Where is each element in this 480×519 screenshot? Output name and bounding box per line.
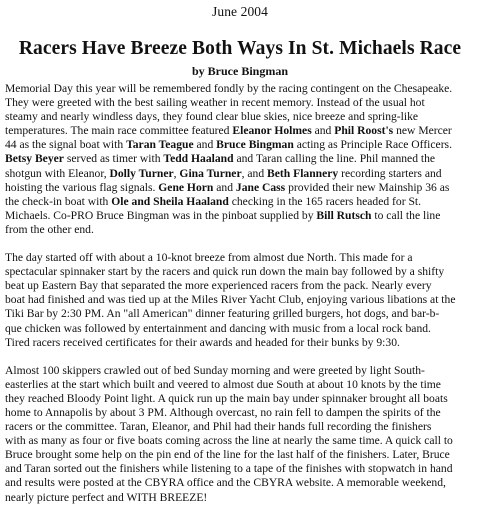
text-run: Tired racers received certificates for their awards and headed for their bunks by 9:30. bbox=[5, 335, 400, 349]
article-paragraph bbox=[5, 82, 477, 237]
text-run: with as many as four or five boats coming across the line at nearly the same time. A quick call to bbox=[5, 434, 453, 448]
text-run: , bbox=[173, 166, 180, 180]
text-run: que chicken was followed by entertainment and dancing with music from a local rock band. bbox=[5, 321, 431, 335]
text-run: spectacular spinnaker start by the racers and quick run down the main bay followed by a shifty bbox=[5, 265, 445, 279]
person-name: Eleanor Holmes bbox=[232, 124, 312, 138]
text-run: and Taran calling the line. Phil manned the bbox=[233, 152, 436, 166]
text-run: nearly picture perfect and WITH BREEZE! bbox=[5, 490, 208, 504]
text-run: the check-in boat with bbox=[5, 194, 112, 208]
text-run: easterlies at the start which built and veered to almost due South at about 10 knots by the time bbox=[5, 377, 441, 391]
text-run: steamy and nearly windless days, they found clear blue skies, nice breeze and spring-like bbox=[5, 110, 419, 124]
text-run: and results were posted at the CBYRA office and the CBYRA website. A memorable weekend, bbox=[5, 476, 446, 490]
text-line bbox=[5, 251, 477, 265]
text-line bbox=[5, 462, 477, 476]
text-run: and bbox=[193, 138, 217, 152]
text-run: boat had finished and was tied up at the Miles River Yacht Club, enjoying various libations at the bbox=[5, 293, 456, 307]
text-line bbox=[5, 392, 477, 406]
person-name: Taran Teague bbox=[126, 138, 194, 152]
text-line bbox=[5, 265, 477, 279]
person-name: Jane Cass bbox=[235, 180, 286, 194]
text-run: The day started off with about a 10-knot breeze from almost due North. This made for a bbox=[5, 251, 413, 265]
text-line bbox=[5, 378, 477, 392]
text-line bbox=[5, 448, 477, 462]
text-run: and bbox=[213, 180, 236, 194]
text-line bbox=[5, 322, 477, 336]
text-line bbox=[5, 195, 477, 209]
text-run: new Mercer bbox=[393, 124, 452, 138]
text-run: 44 as the signal boat with bbox=[5, 138, 127, 152]
text-run: home to Annapolis by about 3 PM. Although overcast, no rain fell to dampen the spirits of the bbox=[5, 405, 441, 419]
person-name: Gene Horn bbox=[158, 180, 214, 194]
text-run: checking in the 165 racers headed for St. bbox=[228, 194, 422, 208]
text-line bbox=[5, 279, 477, 293]
person-name: Bruce Bingman bbox=[216, 138, 294, 152]
text-run: provided their new Mainship 36 as bbox=[285, 180, 450, 194]
person-name: Phil Roost's bbox=[334, 124, 394, 138]
text-line bbox=[5, 406, 477, 420]
text-run: They were greeted with the best sailing weather in recent memory. Instead of the usual hot bbox=[5, 96, 425, 110]
person-name: Tedd Haaland bbox=[163, 152, 234, 166]
text-run: and Taran sorted out the finishers while listening to a tape of the finishes with stopwatch in hand bbox=[5, 462, 453, 476]
text-run: recording starters and bbox=[338, 166, 442, 180]
text-run: Bruce brought some help on the pin end of the line for the last half of the finishers. Later, Bruce bbox=[5, 448, 450, 462]
text-run: Michaels. Co-PRO Bruce Bingman was in the pinboat supplied by bbox=[5, 208, 317, 222]
text-run: racers or the committee. Taran, Eleanor, and Phil had their hands full recording the finishers bbox=[5, 420, 432, 434]
person-name: Gina Turner bbox=[179, 166, 242, 180]
text-line bbox=[5, 110, 477, 124]
article-paragraph bbox=[5, 364, 477, 505]
text-run: to call the line bbox=[371, 208, 441, 222]
text-run: shotgun with Eleanor, bbox=[5, 166, 110, 180]
article-paragraph bbox=[5, 251, 477, 350]
person-name: Dolly Turner bbox=[109, 166, 174, 180]
person-name: Ole and Sheila Haaland bbox=[111, 194, 229, 208]
text-run: , and bbox=[241, 166, 268, 180]
text-line bbox=[5, 96, 477, 110]
text-run: Memorial Day this year will be remembered fondly by the racing contingent on the Chesapeake. bbox=[5, 82, 453, 95]
text-line bbox=[5, 223, 477, 237]
person-name: Bill Rutsch bbox=[316, 208, 372, 222]
text-line bbox=[5, 364, 477, 378]
article-byline: by Bruce Bingman bbox=[191, 64, 288, 78]
text-run: they reached Bloody Point light. A quick run up the main bay under spinnaker brought all boats bbox=[5, 391, 448, 405]
text-line bbox=[5, 167, 477, 181]
text-line bbox=[5, 336, 477, 350]
text-run: and bbox=[311, 124, 335, 138]
text-run: beat up Eastern Bay that separated the more experienced racers from the pack. Nearly every bbox=[5, 279, 432, 293]
text-line bbox=[5, 434, 477, 448]
text-run: Almost 100 skippers crawled out of bed Sunday morning and were greeted by light South- bbox=[5, 363, 425, 377]
text-run: hoisting the various flag signals. bbox=[5, 180, 159, 194]
text-run: acting as Principle Race Officers. bbox=[293, 138, 452, 152]
text-line bbox=[5, 124, 477, 138]
text-line bbox=[5, 82, 477, 96]
text-line bbox=[5, 138, 477, 152]
text-line bbox=[5, 307, 477, 321]
text-line bbox=[5, 209, 477, 223]
text-line bbox=[5, 476, 477, 490]
text-run: temperatures. The main race committee featured bbox=[5, 124, 233, 138]
text-run: served as timer with bbox=[63, 152, 164, 166]
text-run: Tiki Bar by 2:30 PM. An "all American" dinner featuring grilled burgers, hot dogs, and bar-b- bbox=[5, 307, 440, 321]
text-run: from the other end. bbox=[5, 222, 94, 236]
text-line bbox=[5, 293, 477, 307]
text-line bbox=[5, 420, 477, 434]
person-name: Beth Flannery bbox=[267, 166, 339, 180]
issue-date: June 2004 bbox=[211, 4, 269, 19]
article-title: Racers Have Breeze Both Ways In St. Michaels Race bbox=[18, 38, 462, 59]
text-line bbox=[5, 181, 477, 195]
text-line bbox=[5, 152, 477, 166]
article-body bbox=[5, 82, 477, 519]
person-name: Betsy Beyer bbox=[5, 152, 64, 166]
